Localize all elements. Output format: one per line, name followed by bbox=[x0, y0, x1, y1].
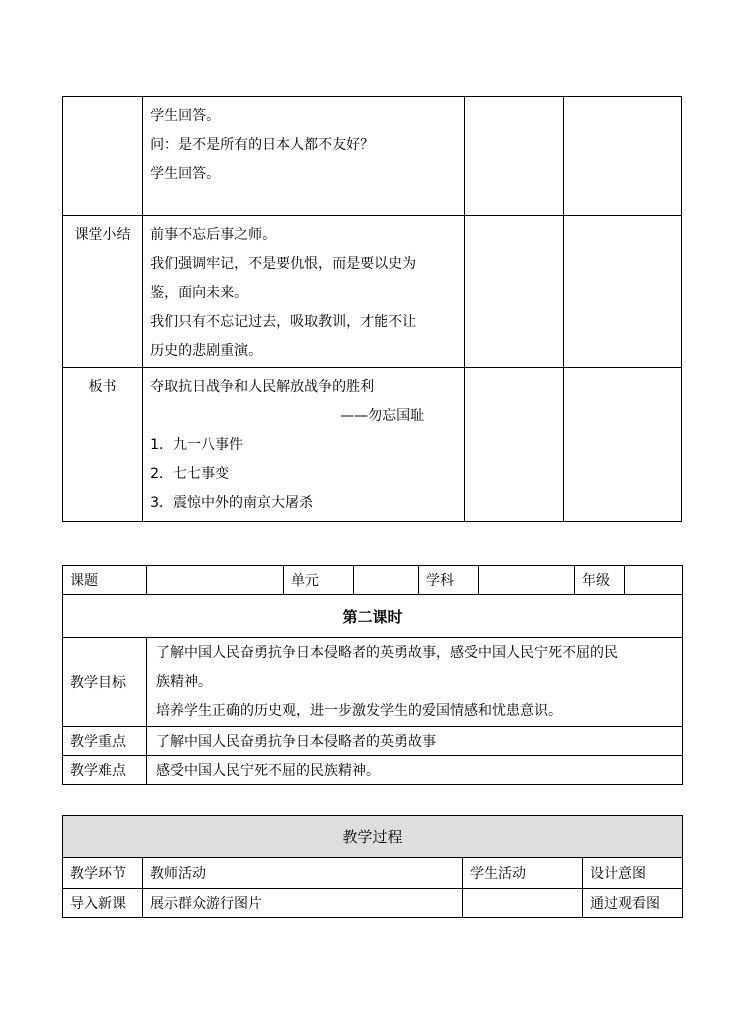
key-point-value: 了解中国人民奋勇抗争日本侵略者的英勇故事 bbox=[147, 727, 683, 756]
text-line: 培养学生正确的历史观，进一步激发学生的爱国情感和忧患意识。 bbox=[156, 702, 562, 719]
table-row bbox=[63, 727, 683, 756]
text-line: 历史的悲剧重演。 bbox=[150, 343, 263, 359]
row-label-cell bbox=[63, 216, 143, 368]
row-label-cell bbox=[63, 368, 143, 522]
table-row bbox=[63, 816, 683, 858]
student-activity-cell bbox=[464, 97, 563, 216]
table-row bbox=[63, 216, 682, 368]
lesson-title: 第二课时 bbox=[63, 595, 683, 638]
column-header: 学生活动 bbox=[463, 858, 583, 889]
summary-label: 课堂小结 bbox=[74, 227, 131, 243]
topic-label: 课题 bbox=[63, 566, 147, 595]
design-intent-cell bbox=[563, 368, 681, 522]
table-row bbox=[63, 595, 683, 638]
subject-value bbox=[479, 566, 575, 595]
column-header: 教学环节 bbox=[63, 858, 143, 889]
column-header: 教师活动 bbox=[143, 858, 463, 889]
text-line: 我们只有不忘记过去，吸取教训，才能不让 bbox=[150, 314, 417, 330]
teacher-activity-cell bbox=[143, 97, 465, 216]
text-line: 前事不忘后事之师。 bbox=[150, 227, 277, 243]
blackboard-content-cell bbox=[143, 368, 465, 522]
table-row bbox=[63, 756, 683, 785]
difficulty-value: 感受中国人民宁死不屈的民族精神。 bbox=[147, 756, 683, 785]
text-line: 鉴，面向未来。 bbox=[150, 285, 249, 301]
goals-label: 教学目标 bbox=[63, 638, 147, 727]
blackboard-label: 板书 bbox=[88, 379, 117, 395]
list-item: 2．七七事变 bbox=[150, 466, 230, 482]
topic-value bbox=[147, 566, 284, 595]
blackboard-subtitle: ——勿忘国耻 bbox=[340, 408, 425, 424]
text-line: 族精神。 bbox=[156, 673, 212, 690]
student-activity-cell bbox=[464, 368, 563, 522]
row-label-cell bbox=[63, 97, 143, 216]
unit-value bbox=[354, 566, 419, 595]
table-row bbox=[63, 368, 682, 522]
lesson-info-table bbox=[62, 565, 683, 785]
table-cell bbox=[463, 889, 583, 918]
process-title: 教学过程 bbox=[63, 816, 683, 858]
teaching-process-table bbox=[62, 815, 683, 918]
summary-content-cell bbox=[143, 216, 465, 368]
blackboard-title: 夺取抗日战争和人民解放战争的胜利 bbox=[150, 379, 375, 395]
column-header: 设计意图 bbox=[583, 858, 683, 889]
design-intent-cell bbox=[563, 97, 681, 216]
key-point-label: 教学重点 bbox=[63, 727, 147, 756]
table-cell: 通过观看图 bbox=[583, 889, 683, 918]
design-intent-cell bbox=[563, 216, 681, 368]
lesson-table-continued bbox=[62, 96, 682, 522]
table-row bbox=[63, 566, 683, 595]
text-line: 学生回答。 bbox=[150, 108, 221, 124]
grade-label: 年级 bbox=[575, 566, 625, 595]
table-row bbox=[63, 889, 683, 918]
table-row bbox=[63, 638, 683, 727]
list-item: 3．震惊中外的南京大屠杀 bbox=[150, 495, 314, 511]
unit-label: 单元 bbox=[284, 566, 354, 595]
goals-content bbox=[147, 638, 683, 727]
table-row bbox=[63, 858, 683, 889]
table-row bbox=[63, 97, 682, 216]
difficulty-label: 教学难点 bbox=[63, 756, 147, 785]
student-activity-cell bbox=[464, 216, 563, 368]
text-line: 问：是不是所有的日本人都不友好？ bbox=[150, 137, 375, 153]
grade-value bbox=[625, 566, 683, 595]
table-cell: 导入新课 bbox=[63, 889, 143, 918]
text-line: 我们强调牢记，不是要仇恨，而是要以史为 bbox=[150, 256, 417, 272]
list-item: 1．九一八事件 bbox=[150, 437, 244, 453]
subject-label: 学科 bbox=[419, 566, 479, 595]
table-cell: 展示群众游行图片 bbox=[143, 889, 463, 918]
text-line: 了解中国人民奋勇抗争日本侵略者的英勇故事，感受中国人民宁死不屈的民 bbox=[156, 644, 618, 661]
text-line: 学生回答。 bbox=[150, 166, 221, 182]
